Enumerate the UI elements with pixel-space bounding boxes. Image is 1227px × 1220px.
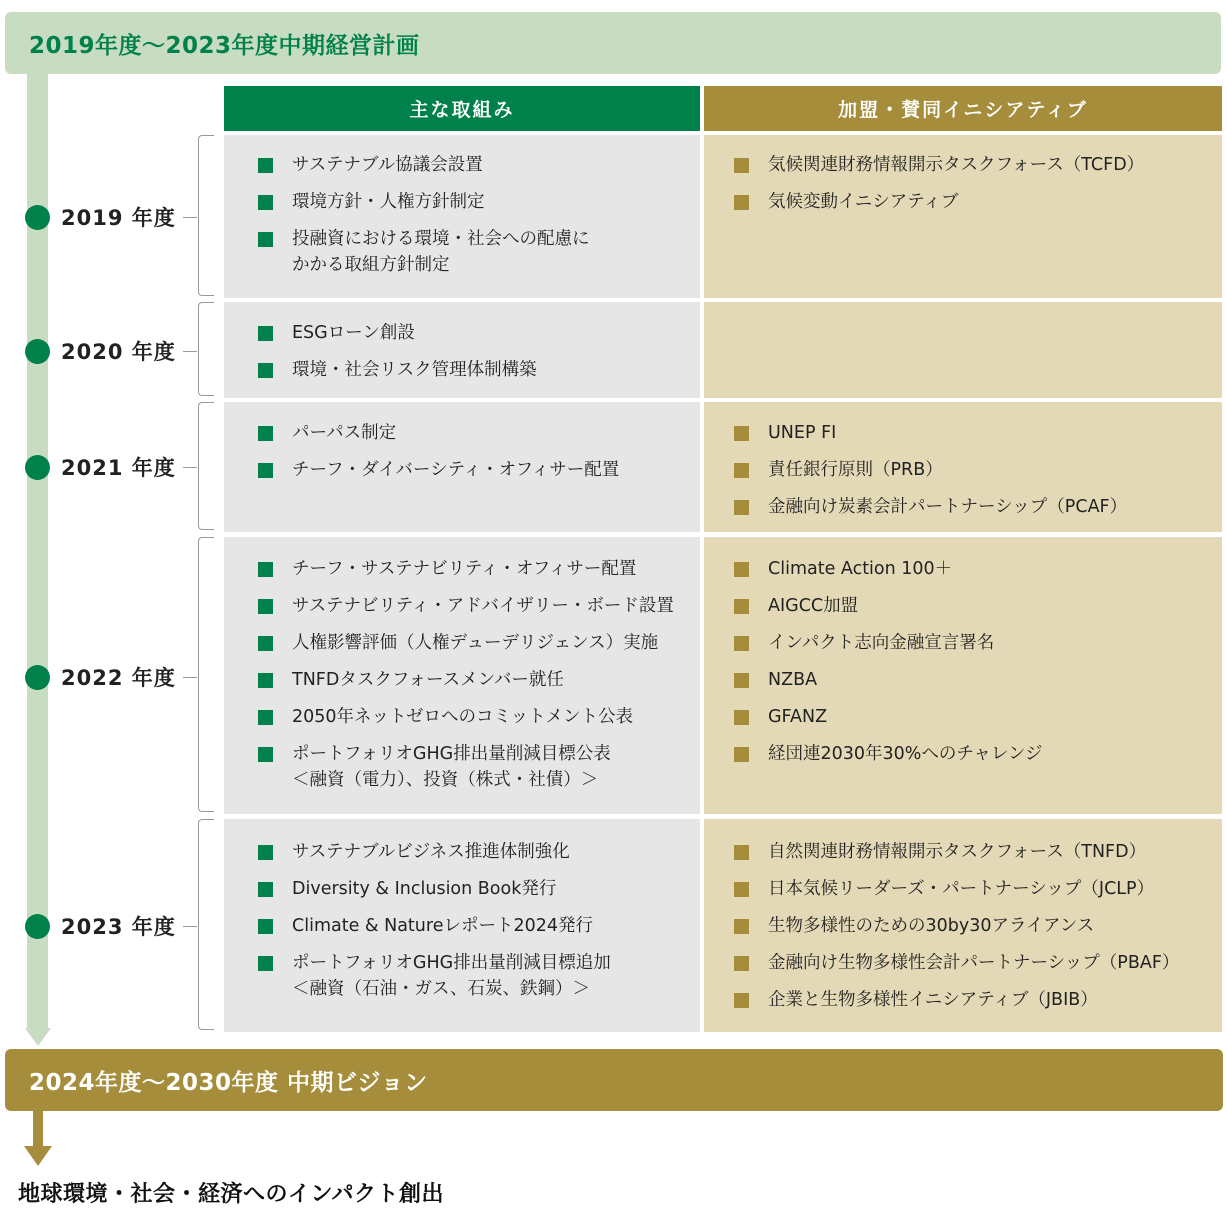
joined-item-text: 自然関連財務情報開示タスクフォース（TNFD） (768, 842, 1147, 862)
square-bullet-icon (258, 363, 273, 378)
square-bullet-icon (258, 562, 273, 577)
initiative-item (258, 152, 700, 178)
year-bracket (198, 135, 214, 296)
square-bullet-icon (734, 747, 749, 762)
initiatives-cell (224, 402, 700, 532)
vision-arrow-shaft (33, 1111, 43, 1148)
timeline-dot-icon (25, 665, 50, 690)
joined-item-text: AIGCC加盟 (768, 596, 859, 616)
square-bullet-icon (258, 956, 273, 971)
square-bullet-icon (734, 426, 749, 441)
initiative-item (258, 839, 700, 865)
initiative-item (258, 593, 700, 619)
mid-term-plan-title: 2019年度～2023年度中期経営計画 (29, 32, 420, 59)
year-label: 2020 年度 (61, 340, 176, 364)
initiative-item-text: ESGローン創設 (292, 323, 415, 343)
square-bullet-icon (734, 882, 749, 897)
mid-term-vision-banner (5, 1049, 1223, 1111)
square-bullet-icon (258, 195, 273, 210)
timeline-dot-icon (25, 205, 50, 230)
initiative-item-text: 2050年ネットゼロへのコミットメント公表 (292, 707, 633, 727)
initiative-item (258, 950, 700, 1002)
square-bullet-icon (734, 993, 749, 1008)
square-bullet-icon (258, 845, 273, 860)
joined-item (734, 457, 1222, 483)
initiative-item-text: 投融資における環境・社会への配慮に かかる取組方針制定 (292, 229, 590, 275)
header-joined-initiatives (704, 86, 1222, 131)
square-bullet-icon (734, 956, 749, 971)
joined-item-text: 気候関連財務情報開示タスクフォース（TCFD） (768, 155, 1145, 175)
initiative-item (258, 556, 700, 582)
impact-goal-text: 地球環境・社会・経済へのインパクト創出 (18, 1182, 444, 1207)
mid-term-plan-banner (5, 12, 1221, 74)
square-bullet-icon (734, 673, 749, 688)
joined-item (734, 593, 1222, 619)
vision-arrow-icon (24, 1146, 52, 1166)
square-bullet-icon (258, 426, 273, 441)
joined-item (734, 913, 1222, 939)
square-bullet-icon (734, 500, 749, 515)
timeline-dot-icon (25, 455, 50, 480)
joined-item-text: GFANZ (768, 707, 828, 727)
square-bullet-icon (258, 463, 273, 478)
year-bracket (198, 819, 214, 1030)
joined-item-text: 生物多様性のための30by30アライアンス (768, 916, 1095, 936)
initiative-item (258, 913, 700, 939)
header-main-initiatives (224, 86, 700, 131)
year-bracket (198, 537, 214, 812)
joined-item (734, 189, 1222, 215)
initiative-item-text: チーフ・ダイバーシティ・オフィサー配置 (292, 460, 620, 480)
initiative-item-text: サステナブルビジネス推進体制強化 (292, 842, 570, 862)
initiatives-cell (224, 302, 700, 398)
initiatives-cell (224, 537, 700, 814)
joined-initiatives-cell (704, 402, 1222, 532)
square-bullet-icon (734, 599, 749, 614)
initiative-item-text: Diversity & Inclusion Book発行 (292, 879, 557, 899)
joined-item-text: 経団連2030年30%へのチャレンジ (768, 744, 1043, 764)
initiative-item (258, 876, 700, 902)
square-bullet-icon (258, 636, 273, 651)
joined-item-text: インパクト志向金融宣言署名 (768, 633, 995, 653)
year-label: 2021 年度 (61, 456, 176, 480)
square-bullet-icon (258, 710, 273, 725)
joined-initiatives-cell (704, 537, 1222, 814)
year-bracket (198, 402, 214, 530)
square-bullet-icon (734, 636, 749, 651)
initiative-item-text: ポートフォリオGHG排出量削減目標公表 ＜融資（電力）、投資（株式・社債）＞ (292, 744, 611, 790)
initiative-item (258, 226, 700, 278)
year-tick (183, 677, 197, 678)
initiative-item-text: サステナビリティ・アドバイザリー・ボード設置 (292, 596, 674, 616)
initiative-item (258, 704, 700, 730)
mid-term-vision-title: 2024年度～2030年度 中期ビジョン (29, 1069, 428, 1096)
year-label: 2019 年度 (61, 206, 176, 230)
joined-item (734, 556, 1222, 582)
initiative-item (258, 630, 700, 656)
square-bullet-icon (258, 158, 273, 173)
square-bullet-icon (734, 710, 749, 725)
initiative-item (258, 320, 700, 346)
joined-initiatives-cell (704, 302, 1222, 398)
initiative-item-text: 環境・社会リスク管理体制構築 (292, 360, 537, 380)
initiative-item-text: Climate & Natureレポート2024発行 (292, 916, 593, 936)
square-bullet-icon (258, 919, 273, 934)
joined-item-text: 金融向け生物多様性会計パートナーシップ（PBAF） (768, 953, 1180, 973)
initiative-item-text: 人権影響評価（人権デューデリジェンス）実施 (292, 633, 659, 653)
initiative-item-text: 環境方針・人権方針制定 (292, 192, 485, 212)
square-bullet-icon (734, 158, 749, 173)
joined-item (734, 420, 1222, 446)
initiative-item-text: パーパス制定 (292, 423, 397, 443)
square-bullet-icon (258, 882, 273, 897)
initiative-item (258, 357, 700, 383)
year-tick (183, 217, 197, 218)
timeline-dot-icon (25, 914, 50, 939)
initiative-item (258, 189, 700, 215)
square-bullet-icon (734, 919, 749, 934)
initiative-item (258, 457, 700, 483)
joined-item-text: 気候変動イニシアティブ (768, 192, 959, 212)
year-tick (183, 467, 197, 468)
joined-initiatives-cell (704, 135, 1222, 298)
initiative-item-text: TNFDタスクフォースメンバー就任 (292, 670, 564, 690)
year-bracket (198, 302, 214, 396)
joined-item (734, 876, 1222, 902)
initiatives-cell (224, 819, 700, 1032)
joined-item (734, 741, 1222, 767)
joined-item-text: UNEP FI (768, 423, 837, 443)
square-bullet-icon (734, 562, 749, 577)
year-tick (183, 926, 197, 927)
initiative-item-text: チーフ・サステナビリティ・オフィサー配置 (292, 559, 637, 579)
header-main-initiatives-label: 主な取組み (409, 99, 515, 121)
joined-initiatives-cell (704, 819, 1222, 1032)
initiative-item (258, 420, 700, 446)
square-bullet-icon (258, 747, 273, 762)
initiative-item (258, 741, 700, 793)
initiative-item-text: ポートフォリオGHG排出量削減目標追加 ＜融資（石油・ガス、石炭、鉄鋼）＞ (292, 953, 611, 999)
initiative-item-text: サステナブル協議会設置 (292, 155, 483, 175)
joined-item (734, 839, 1222, 865)
joined-item (734, 704, 1222, 730)
joined-item (734, 987, 1222, 1013)
joined-item-text: NZBA (768, 670, 818, 690)
square-bullet-icon (734, 195, 749, 210)
header-joined-initiatives-label: 加盟・賛同イニシアティブ (838, 99, 1088, 121)
joined-item-text: Climate Action 100＋ (768, 559, 953, 579)
initiative-item (258, 667, 700, 693)
timeline-arrow-icon (25, 1028, 51, 1046)
joined-item (734, 630, 1222, 656)
joined-item-text: 日本気候リーダーズ・パートナーシップ（JCLP） (768, 879, 1155, 899)
joined-item (734, 667, 1222, 693)
joined-item (734, 950, 1222, 976)
timeline-dot-icon (25, 339, 50, 364)
year-label: 2023 年度 (61, 915, 176, 939)
square-bullet-icon (258, 232, 273, 247)
initiatives-cell (224, 135, 700, 298)
square-bullet-icon (734, 463, 749, 478)
joined-item (734, 152, 1222, 178)
joined-item (734, 494, 1222, 520)
year-tick (183, 351, 197, 352)
square-bullet-icon (258, 326, 273, 341)
joined-item-text: 企業と生物多様性イニシアティブ（JBIB） (768, 990, 1098, 1010)
year-label: 2022 年度 (61, 666, 176, 690)
joined-item-text: 責任銀行原則（PRB） (768, 460, 943, 480)
square-bullet-icon (258, 673, 273, 688)
square-bullet-icon (258, 599, 273, 614)
joined-item-text: 金融向け炭素会計パートナーシップ（PCAF） (768, 497, 1128, 517)
square-bullet-icon (734, 845, 749, 860)
